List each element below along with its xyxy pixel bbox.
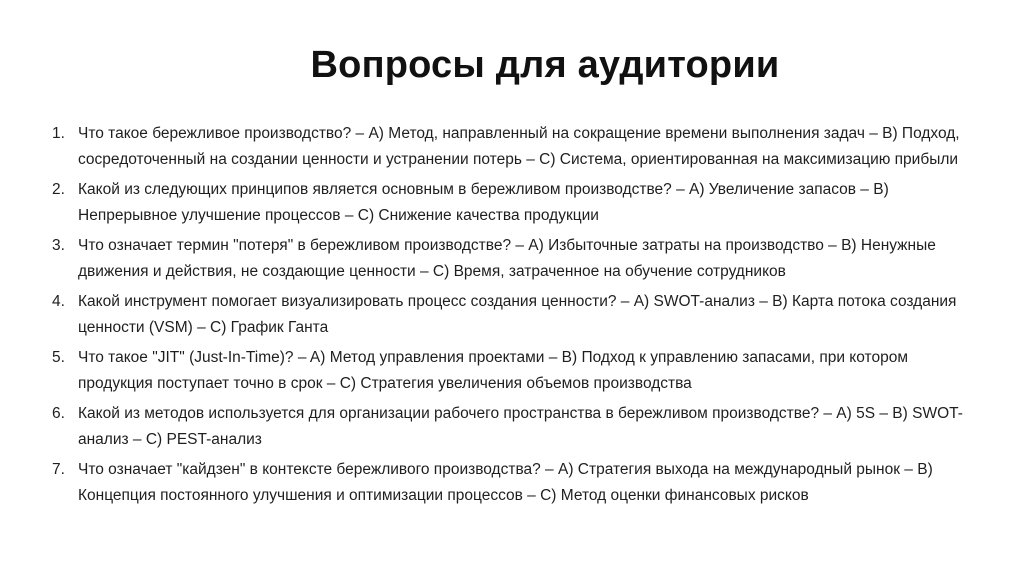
question-number: 3. (52, 237, 65, 254)
question-number: 7. (52, 461, 65, 478)
question-text: Что такое "JIT" (Just-In-Time)? – A) Метод управления проектами – B) Подход к управлению запасами, при котором продукция поступает точно в срок – C) Стратегия увеличения объемов производства (78, 349, 908, 392)
question-text: Что означает термин "потеря" в бережливом производстве? – A) Избыточные затраты на производство – B) Ненужные движения и действия, не создающие ценности – C) Время, затраченное на обучение сотрудников (78, 237, 936, 280)
question-text: Что означает "кайдзен" в контексте бережливого производства? – A) Стратегия выхода на международный рынок – B) Концепция постоянного улучшения и оптимизации процессов – C) Метод оценки финансовых рисков (78, 461, 933, 504)
question-text: Что такое бережливое производство? – A) Метод, направленный на сокращение времени выполнения задач – B) Подход, сосредоточенный на создании ценности и устранении потерь – C) Система, ориентированная на максимизацию прибыли (78, 125, 960, 168)
question-item-5 (52, 345, 982, 397)
slide-title: Вопросы для аудитории (310, 44, 780, 86)
question-text: Какой из методов используется для организации рабочего пространства в бережливом производстве? – A) 5S – B) SWOT-анализ – C) PEST-анализ (78, 405, 963, 448)
question-number: 1. (52, 125, 65, 142)
question-number: 6. (52, 405, 65, 422)
question-text: Какой из следующих принципов является основным в бережливом производстве? – A) Увеличение запасов – B) Непрерывное улучшение процессов – C) Снижение качества продукции (78, 181, 889, 224)
question-item-2 (52, 177, 982, 229)
question-number: 5. (52, 349, 65, 366)
questions-list (52, 121, 982, 513)
question-item-4 (52, 289, 982, 341)
question-number: 4. (52, 293, 65, 310)
question-number: 2. (52, 181, 65, 198)
question-item-7 (52, 457, 982, 509)
question-text: Какой инструмент помогает визуализировать процесс создания ценности? – A) SWOT-анализ – B) Карта потока создания ценности (VSM) – C) График Ганта (78, 293, 957, 336)
question-item-6 (52, 401, 982, 453)
question-item-1 (52, 121, 982, 173)
question-item-3 (52, 233, 982, 285)
